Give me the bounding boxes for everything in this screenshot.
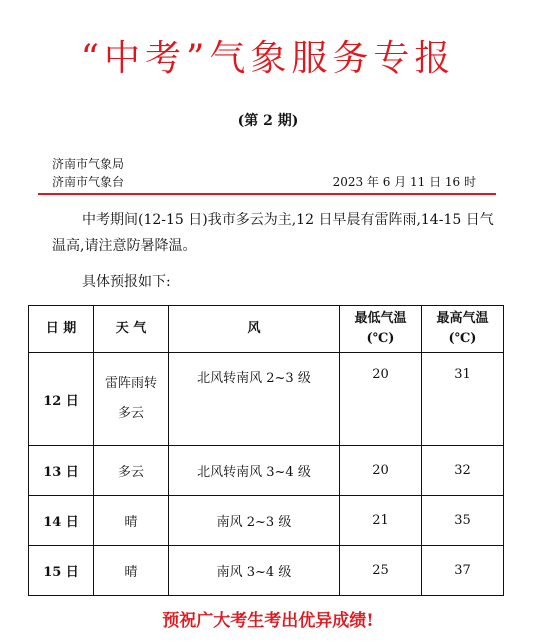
forecast-lead: 具体预报如下: [82,274,171,290]
header-max-temp-label: 最高气温 [436,311,489,326]
table-row [29,496,504,546]
row-wind: 南风 3~4 级 [169,546,340,596]
row-weather: 晴 [94,496,169,546]
row-min-temp: 21 [340,496,422,546]
row-max-temp: 31 [422,353,504,446]
row-weather [94,353,169,446]
closing-wish: 预祝广大考生考出优异成绩! [162,611,374,631]
bulletin-title: “中考”气象服务专报 [80,38,456,79]
table-row [29,353,504,446]
header-weather: 天 气 [94,306,169,353]
table-row [29,546,504,596]
header-min-temp-label: 最低气温 [354,311,407,326]
intro-paragraph: 中考期间(12-15 日)我市多云为主,12 日早晨有雷阵雨,14-15 日气温高,请注意防暑降温。 [52,212,494,254]
issuing-observatory: 济南市气象台 [52,175,125,189]
header-max-temp [422,306,504,353]
issue-number: (第 2 期) [237,113,299,129]
table-header-row [29,306,504,353]
forecast-table [28,305,504,596]
row-max-temp: 32 [422,446,504,496]
row-weather-text: 雷阵雨转多云 [105,376,158,421]
row-date: 12 日 [29,353,94,446]
issue-datetime: 2023 年 6 月 11 日 16 时 [332,175,476,189]
row-max-temp: 35 [422,496,504,546]
row-wind: 北风转南风 2~3 级 [169,353,340,446]
row-wind: 北风转南风 3~4 级 [169,446,340,496]
row-wind: 南风 2~3 级 [169,496,340,546]
header-date: 日 期 [29,306,94,353]
table-row [29,446,504,496]
header-min-temp [340,306,422,353]
row-date: 13 日 [29,446,94,496]
row-min-temp: 20 [340,353,422,446]
row-min-temp: 20 [340,446,422,496]
row-min-temp: 25 [340,546,422,596]
header-max-temp-unit: (℃) [448,331,477,346]
row-date: 15 日 [29,546,94,596]
header-divider [38,193,496,195]
header-min-temp-unit: (℃) [366,331,395,346]
header-wind: 风 [169,306,340,353]
row-weather: 晴 [94,546,169,596]
row-weather: 多云 [94,446,169,496]
row-max-temp: 37 [422,546,504,596]
issuing-bureau: 济南市气象局 [52,157,125,171]
row-date: 14 日 [29,496,94,546]
